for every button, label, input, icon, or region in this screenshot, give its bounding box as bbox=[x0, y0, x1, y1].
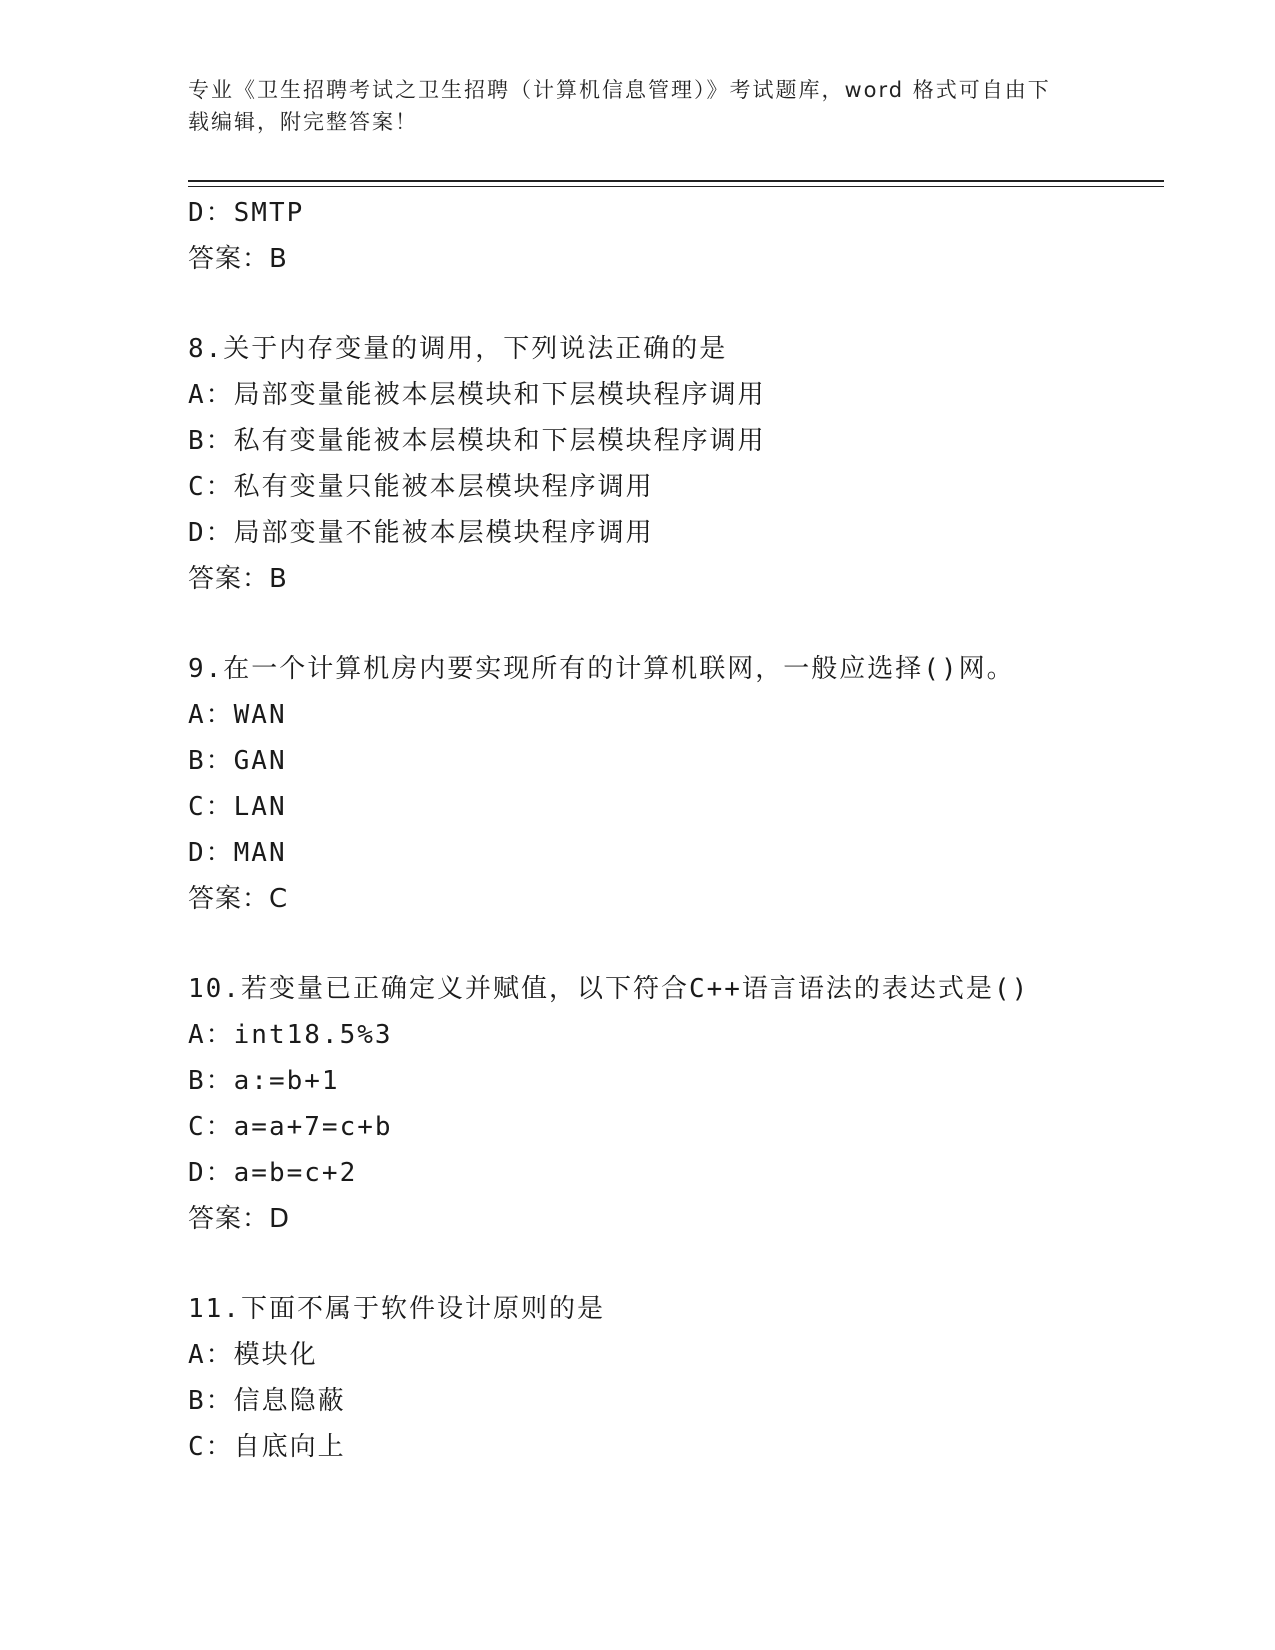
question-10-option-a: A：int18.5%3 bbox=[188, 1020, 393, 1050]
header-divider-thin bbox=[188, 186, 1164, 187]
question-9-stem: 9.在一个计算机房内要实现所有的计算机联网，一般应选择()网。 bbox=[188, 654, 1015, 684]
prev-question-answer: 答案：B bbox=[188, 244, 288, 274]
spacer bbox=[188, 1242, 1168, 1286]
question-10-answer: 答案：D bbox=[188, 1204, 291, 1234]
question-9-option-b: B：GAN bbox=[188, 746, 287, 776]
question-9-option-a: A：WAN bbox=[188, 700, 287, 730]
question-10-option-b: B：a:=b+1 bbox=[188, 1066, 340, 1096]
question-8-option-c: C：私有变量只能被本层模块程序调用 bbox=[188, 472, 654, 502]
spacer bbox=[188, 922, 1168, 966]
question-list bbox=[188, 190, 1168, 1470]
question-9-option-d: D：MAN bbox=[188, 838, 287, 868]
question-8-stem: 8.关于内存变量的调用，下列说法正确的是 bbox=[188, 334, 728, 364]
question-10-option-c: C：a=a+7=c+b bbox=[188, 1112, 393, 1142]
question-11-stem: 11.下面不属于软件设计原则的是 bbox=[188, 1294, 605, 1324]
spacer bbox=[188, 602, 1168, 646]
question-10-stem: 10.若变量已正确定义并赋值，以下符合C++语言语法的表达式是() bbox=[188, 974, 1030, 1004]
spacer bbox=[188, 282, 1168, 326]
question-11-option-a: A：模块化 bbox=[188, 1340, 318, 1370]
question-8-answer: 答案：B bbox=[188, 564, 288, 594]
prev-question-option-d: D：SMTP bbox=[188, 198, 305, 228]
question-8-option-a: A：局部变量能被本层模块和下层模块程序调用 bbox=[188, 380, 766, 410]
question-9-answer: 答案：C bbox=[188, 884, 289, 914]
question-8-option-d: D：局部变量不能被本层模块程序调用 bbox=[188, 518, 654, 548]
question-11-option-c: C：自底向上 bbox=[188, 1432, 346, 1462]
question-8-option-b: B：私有变量能被本层模块和下层模块程序调用 bbox=[188, 426, 766, 456]
question-10-option-d: D：a=b=c+2 bbox=[188, 1158, 358, 1188]
header-divider-thick bbox=[188, 180, 1164, 182]
document-header: 专业《卫生招聘考试之卫生招聘（计算机信息管理）》考试题库，word 格式可自由下载编辑，附完整答案！ bbox=[188, 78, 1051, 134]
question-9-option-c: C：LAN bbox=[188, 792, 287, 822]
question-11-option-b: B：信息隐蔽 bbox=[188, 1386, 346, 1416]
